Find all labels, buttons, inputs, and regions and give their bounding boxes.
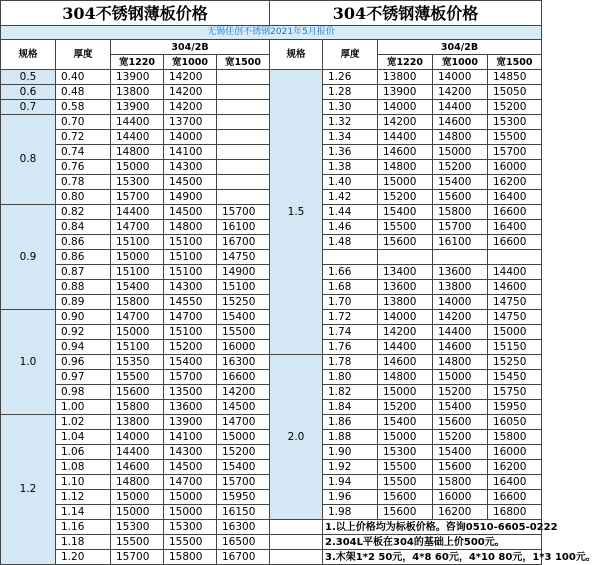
right-price-1500-cell: 15050 [488, 85, 542, 100]
left-price-1500-cell [217, 100, 270, 115]
header-spec-left: 规格 [1, 40, 56, 70]
right-price-1220-cell: 13800 [378, 70, 433, 85]
left-price-1000-cell: 15700 [164, 370, 217, 385]
note-line: 2.304L平板在304的基础上价500元。 [323, 535, 542, 550]
left-thickness-cell: 0.89 [56, 295, 111, 310]
right-price-1000-cell: 14400 [433, 325, 488, 340]
right-price-1500-cell: 14600 [488, 280, 542, 295]
left-price-1500-cell: 16100 [217, 220, 270, 235]
header-thickness-right: 厚度 [323, 40, 378, 70]
header-grade-right: 304/2B [378, 40, 542, 55]
left-price-1000-cell: 14700 [164, 475, 217, 490]
left-thickness-cell: 0.87 [56, 265, 111, 280]
right-price-1220-cell: 15300 [378, 445, 433, 460]
left-price-1500-cell [217, 160, 270, 175]
left-price-1220-cell: 15800 [111, 295, 164, 310]
left-thickness-cell: 0.82 [56, 205, 111, 220]
left-thickness-cell: 0.92 [56, 325, 111, 340]
right-price-1000-cell: 15200 [433, 160, 488, 175]
right-price-1000-cell: 16200 [433, 505, 488, 520]
left-price-1500-cell: 16000 [217, 340, 270, 355]
left-price-1220-cell: 15100 [111, 340, 164, 355]
right-thickness-cell: 1.92 [323, 460, 378, 475]
left-price-1220-cell: 14400 [111, 115, 164, 130]
left-spec-cell: 0.6 [1, 85, 56, 100]
right-price-1220-cell: 14600 [378, 145, 433, 160]
right-price-1000-cell: 15400 [433, 445, 488, 460]
right-price-1000-cell: 14800 [433, 130, 488, 145]
left-thickness-cell: 1.04 [56, 430, 111, 445]
left-thickness-cell: 0.96 [56, 355, 111, 370]
right-thickness-cell: 1.72 [323, 310, 378, 325]
right-price-1000-cell: 15000 [433, 370, 488, 385]
left-price-1220-cell: 15350 [111, 355, 164, 370]
right-price-1000-cell: 14200 [433, 85, 488, 100]
left-thickness-cell: 0.84 [56, 220, 111, 235]
right-price-1220-cell: 15000 [378, 385, 433, 400]
table-row [1, 550, 542, 565]
left-price-1500-cell [217, 130, 270, 145]
right-price-1500-cell: 14750 [488, 295, 542, 310]
left-price-1220-cell: 15700 [111, 550, 164, 565]
left-price-1220-cell: 15600 [111, 385, 164, 400]
right-thickness-cell: 1.46 [323, 220, 378, 235]
right-price-1500-cell: 16400 [488, 190, 542, 205]
right-price-1220-cell: 15600 [378, 235, 433, 250]
left-price-1500-cell: 14500 [217, 400, 270, 415]
left-price-1220-cell: 13900 [111, 100, 164, 115]
left-spec-cell: 0.5 [1, 70, 56, 85]
left-price-1000-cell: 14100 [164, 145, 217, 160]
right-price-1000-cell [433, 250, 488, 265]
right-price-1220-cell: 13800 [378, 295, 433, 310]
right-price-1220-cell: 15000 [378, 430, 433, 445]
right-price-1500-cell: 16600 [488, 490, 542, 505]
left-price-1500-cell: 15700 [217, 205, 270, 220]
left-price-1000-cell: 14200 [164, 100, 217, 115]
right-spec-cell: 2.0 [270, 355, 323, 520]
right-price-1220-cell: 15400 [378, 415, 433, 430]
left-price-1000-cell: 14000 [164, 130, 217, 145]
left-price-1000-cell: 14500 [164, 205, 217, 220]
right-thickness-cell: 1.66 [323, 265, 378, 280]
left-price-1500-cell: 15500 [217, 325, 270, 340]
left-price-1500-cell [217, 70, 270, 85]
right-price-1220-cell: 15500 [378, 460, 433, 475]
left-price-1220-cell: 15700 [111, 190, 164, 205]
note-line: 1.以上价格均为标板价格。咨询0510-6605-0222 [323, 520, 542, 535]
right-price-1220-cell: 15000 [378, 175, 433, 190]
left-price-1000-cell: 14300 [164, 280, 217, 295]
left-price-1500-cell: 16700 [217, 550, 270, 565]
left-price-1500-cell: 15400 [217, 460, 270, 475]
left-price-1220-cell: 14800 [111, 475, 164, 490]
right-blank-cell [270, 550, 323, 565]
left-price-1500-cell: 15000 [217, 430, 270, 445]
left-thickness-cell: 0.40 [56, 70, 111, 85]
right-price-1500-cell: 16600 [488, 235, 542, 250]
right-price-1500-cell: 16000 [488, 160, 542, 175]
left-price-1500-cell: 14200 [217, 385, 270, 400]
right-price-1000-cell: 15400 [433, 400, 488, 415]
right-price-1220-cell: 14200 [378, 115, 433, 130]
left-thickness-cell: 0.70 [56, 115, 111, 130]
left-price-1220-cell: 14700 [111, 220, 164, 235]
left-price-1000-cell: 13700 [164, 115, 217, 130]
left-price-1220-cell: 15100 [111, 235, 164, 250]
left-price-1000-cell: 15100 [164, 235, 217, 250]
left-price-1000-cell: 15100 [164, 250, 217, 265]
left-thickness-cell: 0.80 [56, 190, 111, 205]
right-price-1000-cell: 15400 [433, 175, 488, 190]
right-price-1000-cell: 14800 [433, 355, 488, 370]
left-price-1220-cell: 15500 [111, 535, 164, 550]
left-price-1500-cell [217, 190, 270, 205]
left-price-1000-cell: 15100 [164, 265, 217, 280]
left-price-1000-cell: 15200 [164, 340, 217, 355]
left-thickness-cell: 0.48 [56, 85, 111, 100]
left-price-1000-cell: 14100 [164, 430, 217, 445]
header-width-1500-right: 宽1500 [488, 55, 542, 70]
left-price-1500-cell [217, 145, 270, 160]
header-thickness-left: 厚度 [56, 40, 111, 70]
left-thickness-cell: 0.86 [56, 250, 111, 265]
right-price-1500-cell: 16000 [488, 445, 542, 460]
left-price-1500-cell: 15200 [217, 445, 270, 460]
left-thickness-cell: 1.14 [56, 505, 111, 520]
table-row [1, 520, 542, 535]
left-price-1000-cell: 14200 [164, 85, 217, 100]
left-thickness-cell: 1.16 [56, 520, 111, 535]
right-price-1500-cell: 15250 [488, 355, 542, 370]
header-width-1220-left: 宽1220 [111, 55, 164, 70]
right-blank-cell [270, 535, 323, 550]
right-price-1220-cell: 15500 [378, 220, 433, 235]
right-thickness-cell: 1.32 [323, 115, 378, 130]
left-price-1000-cell: 15400 [164, 355, 217, 370]
right-price-1220-cell [378, 250, 433, 265]
left-price-1500-cell: 16700 [217, 235, 270, 250]
left-price-1000-cell: 14700 [164, 310, 217, 325]
right-thickness-cell: 1.34 [323, 130, 378, 145]
left-price-1500-cell [217, 115, 270, 130]
left-thickness-cell: 0.78 [56, 175, 111, 190]
left-thickness-cell: 0.94 [56, 340, 111, 355]
left-price-1500-cell: 14900 [217, 265, 270, 280]
left-price-1000-cell: 13900 [164, 415, 217, 430]
left-price-1220-cell: 14000 [111, 430, 164, 445]
left-title: 304不锈钢薄板价格 [1, 1, 270, 26]
left-price-1000-cell: 15100 [164, 325, 217, 340]
right-thickness-cell: 1.86 [323, 415, 378, 430]
right-price-1500-cell: 16600 [488, 205, 542, 220]
left-thickness-cell: 1.20 [56, 550, 111, 565]
left-thickness-cell: 0.72 [56, 130, 111, 145]
subtitle: 无锡佳创不锈钢2021年5月报价 [1, 26, 542, 40]
left-price-1220-cell: 15300 [111, 520, 164, 535]
left-price-1000-cell: 14300 [164, 160, 217, 175]
right-price-1000-cell: 14000 [433, 295, 488, 310]
header-width-1220-right: 宽1220 [378, 55, 433, 70]
left-price-1220-cell: 13800 [111, 85, 164, 100]
left-price-1220-cell: 15000 [111, 505, 164, 520]
left-price-1000-cell: 15500 [164, 535, 217, 550]
right-price-1000-cell: 15000 [433, 145, 488, 160]
right-price-1000-cell: 15200 [433, 430, 488, 445]
left-price-1000-cell: 15000 [164, 490, 217, 505]
left-price-1500-cell: 15700 [217, 475, 270, 490]
left-price-1220-cell: 15800 [111, 400, 164, 415]
right-price-1220-cell: 15600 [378, 490, 433, 505]
right-price-1500-cell: 15300 [488, 115, 542, 130]
left-thickness-cell: 1.10 [56, 475, 111, 490]
left-thickness-cell: 1.12 [56, 490, 111, 505]
right-price-1000-cell: 15600 [433, 190, 488, 205]
left-price-1500-cell: 14700 [217, 415, 270, 430]
right-price-1500-cell: 14400 [488, 265, 542, 280]
left-price-1000-cell: 14500 [164, 175, 217, 190]
left-price-1220-cell: 15000 [111, 325, 164, 340]
right-price-1220-cell: 14800 [378, 160, 433, 175]
left-spec-cell: 1.0 [1, 310, 56, 415]
right-thickness-cell: 1.48 [323, 235, 378, 250]
right-price-1000-cell: 15200 [433, 385, 488, 400]
right-thickness-cell: 1.44 [323, 205, 378, 220]
right-thickness-cell: 1.94 [323, 475, 378, 490]
left-thickness-cell: 1.06 [56, 445, 111, 460]
right-price-1500-cell: 15200 [488, 100, 542, 115]
right-price-1000-cell: 16000 [433, 490, 488, 505]
left-price-1000-cell: 15300 [164, 520, 217, 535]
left-thickness-cell: 1.18 [56, 535, 111, 550]
left-price-1500-cell: 14750 [217, 250, 270, 265]
right-thickness-cell: 1.98 [323, 505, 378, 520]
right-price-1220-cell: 14600 [378, 355, 433, 370]
right-price-1220-cell: 14800 [378, 370, 433, 385]
right-price-1000-cell: 15600 [433, 415, 488, 430]
right-price-1220-cell: 15400 [378, 205, 433, 220]
left-price-1500-cell: 16300 [217, 355, 270, 370]
right-price-1000-cell: 14000 [433, 70, 488, 85]
right-thickness-cell: 1.68 [323, 280, 378, 295]
right-thickness-cell: 1.84 [323, 400, 378, 415]
left-spec-cell: 1.2 [1, 415, 56, 565]
right-price-1500-cell: 14850 [488, 70, 542, 85]
left-price-1500-cell: 15950 [217, 490, 270, 505]
right-thickness-cell: 1.26 [323, 70, 378, 85]
right-thickness-cell: 1.28 [323, 85, 378, 100]
left-price-1000-cell: 14800 [164, 220, 217, 235]
left-price-1220-cell: 15100 [111, 265, 164, 280]
right-price-1220-cell: 14400 [378, 130, 433, 145]
left-price-1000-cell: 14550 [164, 295, 217, 310]
left-thickness-cell: 1.00 [56, 400, 111, 415]
right-price-1000-cell: 15800 [433, 475, 488, 490]
left-price-1220-cell: 14800 [111, 145, 164, 160]
header-width-1000-left: 宽1000 [164, 55, 217, 70]
right-spec-cell: 1.5 [270, 70, 323, 355]
left-thickness-cell: 0.86 [56, 235, 111, 250]
left-price-1500-cell: 16500 [217, 535, 270, 550]
right-price-1000-cell: 15600 [433, 460, 488, 475]
right-price-1500-cell: 16200 [488, 175, 542, 190]
right-price-1500-cell: 15750 [488, 385, 542, 400]
right-price-1220-cell: 15200 [378, 190, 433, 205]
right-price-1000-cell: 16100 [433, 235, 488, 250]
right-price-1220-cell: 14200 [378, 325, 433, 340]
right-thickness-cell: 1.70 [323, 295, 378, 310]
left-price-1220-cell: 15400 [111, 280, 164, 295]
right-price-1500-cell: 14750 [488, 310, 542, 325]
right-thickness-cell: 1.74 [323, 325, 378, 340]
right-price-1500-cell: 15500 [488, 130, 542, 145]
left-price-1500-cell: 15400 [217, 310, 270, 325]
right-thickness-cell: 1.30 [323, 100, 378, 115]
left-price-1220-cell: 14600 [111, 460, 164, 475]
left-price-1220-cell: 15000 [111, 250, 164, 265]
right-price-1220-cell: 13400 [378, 265, 433, 280]
left-thickness-cell: 1.08 [56, 460, 111, 475]
left-price-1000-cell: 14500 [164, 460, 217, 475]
right-price-1000-cell: 15800 [433, 205, 488, 220]
header-grade-left: 304/2B [111, 40, 270, 55]
left-spec-cell: 0.7 [1, 100, 56, 115]
left-price-1500-cell: 15100 [217, 280, 270, 295]
right-price-1500-cell [488, 250, 542, 265]
right-thickness-cell [323, 250, 378, 265]
left-price-1000-cell: 13500 [164, 385, 217, 400]
table-row [1, 355, 542, 370]
right-price-1500-cell: 15150 [488, 340, 542, 355]
right-price-1220-cell: 15200 [378, 400, 433, 415]
right-price-1000-cell: 13600 [433, 265, 488, 280]
left-price-1000-cell: 14300 [164, 445, 217, 460]
right-price-1500-cell: 15700 [488, 145, 542, 160]
note-line: 3.木架1*2 50元，4*8 60元，4*10 80元，1*3 100元。 [323, 550, 542, 565]
left-thickness-cell: 0.74 [56, 145, 111, 160]
right-price-1000-cell: 15700 [433, 220, 488, 235]
right-price-1500-cell: 16050 [488, 415, 542, 430]
left-price-1000-cell: 15800 [164, 550, 217, 565]
left-thickness-cell: 0.88 [56, 280, 111, 295]
table-row [1, 70, 542, 85]
right-thickness-cell: 1.96 [323, 490, 378, 505]
right-thickness-cell: 1.76 [323, 340, 378, 355]
left-price-1220-cell: 14400 [111, 130, 164, 145]
left-price-1220-cell: 15300 [111, 175, 164, 190]
right-price-1500-cell: 16800 [488, 505, 542, 520]
right-price-1500-cell: 16400 [488, 220, 542, 235]
right-price-1220-cell: 14400 [378, 340, 433, 355]
left-price-1220-cell: 15000 [111, 490, 164, 505]
left-thickness-cell: 0.90 [56, 310, 111, 325]
right-price-1000-cell: 13800 [433, 280, 488, 295]
right-price-1220-cell: 14000 [378, 310, 433, 325]
left-price-1220-cell: 13800 [111, 415, 164, 430]
right-price-1500-cell: 15950 [488, 400, 542, 415]
right-price-1000-cell: 14600 [433, 340, 488, 355]
left-price-1220-cell: 15500 [111, 370, 164, 385]
table-row [1, 535, 542, 550]
right-thickness-cell: 1.36 [323, 145, 378, 160]
right-thickness-cell: 1.40 [323, 175, 378, 190]
right-price-1220-cell: 15500 [378, 475, 433, 490]
right-price-1220-cell: 14000 [378, 100, 433, 115]
left-price-1500-cell: 16300 [217, 520, 270, 535]
left-price-1220-cell: 14400 [111, 445, 164, 460]
right-price-1220-cell: 13900 [378, 85, 433, 100]
right-blank-cell [270, 520, 323, 535]
left-price-1500-cell: 16600 [217, 370, 270, 385]
left-price-1220-cell: 13900 [111, 70, 164, 85]
right-title: 304不锈钢薄板价格 [270, 1, 542, 26]
right-price-1500-cell: 15450 [488, 370, 542, 385]
right-price-1000-cell: 14600 [433, 115, 488, 130]
header-width-1500-left: 宽1500 [217, 55, 270, 70]
right-price-1000-cell: 14400 [433, 100, 488, 115]
left-thickness-cell: 0.97 [56, 370, 111, 385]
left-thickness-cell: 1.02 [56, 415, 111, 430]
right-price-1500-cell: 16400 [488, 475, 542, 490]
right-thickness-cell: 1.78 [323, 355, 378, 370]
left-spec-cell: 0.8 [1, 115, 56, 205]
header-width-1000-right: 宽1000 [433, 55, 488, 70]
left-price-1500-cell [217, 175, 270, 190]
right-price-1500-cell: 15800 [488, 430, 542, 445]
left-thickness-cell: 0.76 [56, 160, 111, 175]
left-price-1000-cell: 14200 [164, 70, 217, 85]
right-thickness-cell: 1.80 [323, 370, 378, 385]
left-price-1500-cell: 16150 [217, 505, 270, 520]
right-price-1500-cell: 15000 [488, 325, 542, 340]
right-thickness-cell: 1.90 [323, 445, 378, 460]
left-price-1500-cell: 15250 [217, 295, 270, 310]
left-thickness-cell: 0.98 [56, 385, 111, 400]
left-price-1220-cell: 14400 [111, 205, 164, 220]
right-thickness-cell: 1.42 [323, 190, 378, 205]
right-thickness-cell: 1.38 [323, 160, 378, 175]
left-spec-cell: 0.9 [1, 205, 56, 310]
right-price-1220-cell: 15600 [378, 505, 433, 520]
left-price-1220-cell: 14700 [111, 310, 164, 325]
left-price-1000-cell: 15000 [164, 505, 217, 520]
left-price-1000-cell: 13600 [164, 400, 217, 415]
right-price-1500-cell: 16200 [488, 460, 542, 475]
left-price-1000-cell: 14900 [164, 190, 217, 205]
left-price-1220-cell: 15000 [111, 160, 164, 175]
right-thickness-cell: 1.82 [323, 385, 378, 400]
right-price-1220-cell: 13600 [378, 280, 433, 295]
left-thickness-cell: 0.58 [56, 100, 111, 115]
left-price-1500-cell [217, 85, 270, 100]
header-spec-right: 规格 [270, 40, 323, 70]
right-price-1000-cell: 14200 [433, 310, 488, 325]
right-thickness-cell: 1.88 [323, 430, 378, 445]
